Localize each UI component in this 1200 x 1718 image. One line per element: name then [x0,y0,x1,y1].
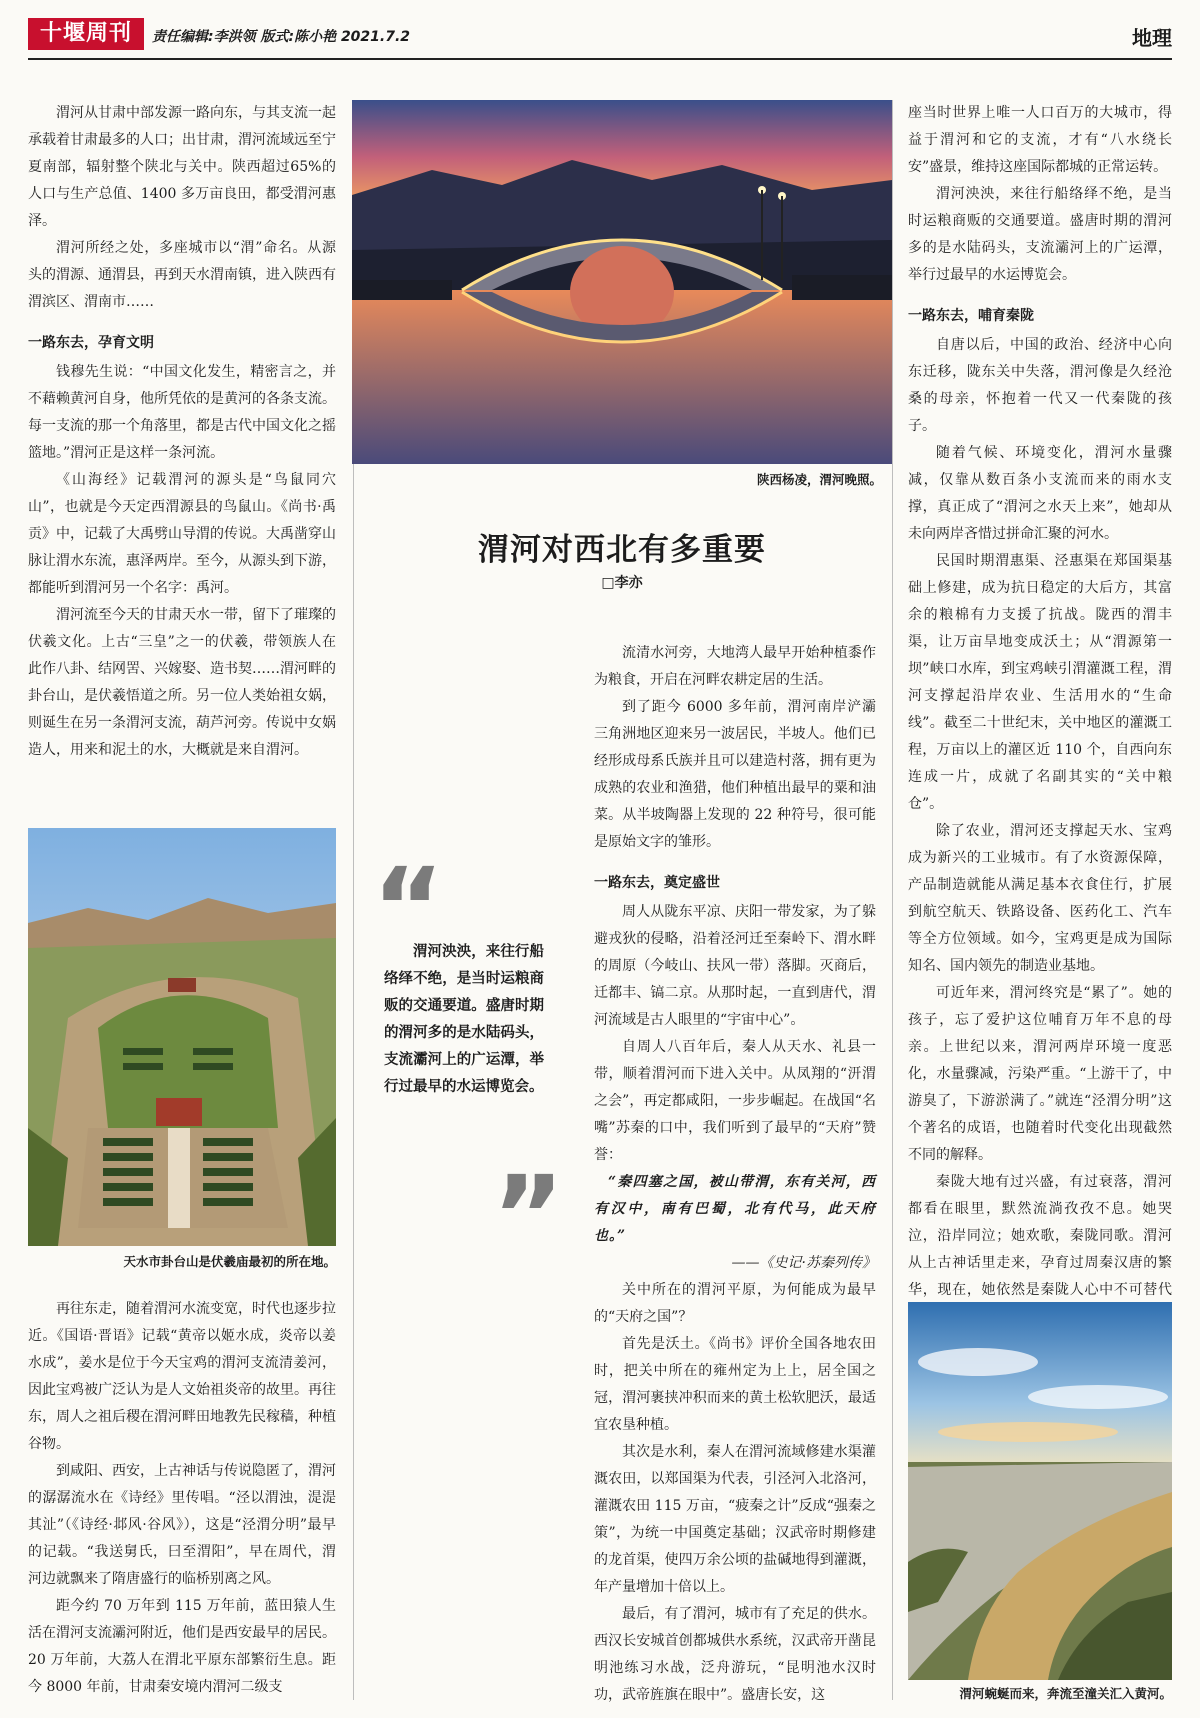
classical-quote: “秦四塞之国，被山带渭，东有关河，西有汉中，南有巴蜀，北有代马，此天府也。” [594,1174,876,1244]
paragraph: 首先是沃土。《尚书》评价全国各地农田时，把关中所在的雍州定为上上，居全国之冠，渭河裹挟冲积而来的黄土松软肥沃，最适宜农垦种植。 [594,1336,876,1433]
subheading: 一路东去，奠定盛世 [594,875,720,891]
paragraph: 再往东走，随着渭河水流变宽，时代也逐步拉近。《国语·晋语》记载“黄帝以姬水成，炎帝以姜水成”，姜水是位于今天宝鸡的渭河支流清姜河，因此宝鸡被广泛认为是人文始祖炎帝的故里。再往东，周人之祖后稷在渭河畔田地教先民稼穑，种植谷物。 [28,1301,336,1452]
photo-weihe-bridge-sunset [352,100,892,464]
paragraph: 自唐以后，中国的政治、经济中心向东迁移，陇东关中失落，渭河像是久经沧桑的母亲，怀抱着一代又一代秦陇的孩子。 [908,337,1172,434]
masthead-logo: 十堰周刊 [28,18,144,50]
header-rule [28,58,1172,60]
column-2 [594,640,876,1709]
quote-source: ——《史记·苏秦列传》 [731,1255,876,1271]
section-label: 地理 [1132,26,1172,50]
paragraph: 最后，有了渭河，城市有了充足的供水。西汉长安城首创都城供水系统，汉武帝开凿昆明池练习水战，泛舟游玩，“昆明池水汉时功，武帝旌旗在眼中”。盛唐长安，这 [594,1606,876,1703]
subheading: 一路东去，孕育文明 [28,335,154,351]
close-quote-mark: ” [492,1152,565,1280]
paragraph: 到咸阳、西安，上古神话与传说隐匿了，渭河的潺潺流水在《诗经》里传唱。“泾以渭浊，湜湜其沚”（《诗经·邶风·谷风》），这是“泾渭分明”最早的记载。“我送舅氏，曰至渭阳”，早在周代，渭河边就飘来了隋唐盛行的临桥别离之风。 [28,1463,336,1587]
paragraph: 民国时期渭惠渠、泾惠渠在郑国渠基础上修建，成为抗日稳定的大后方，其富余的粮棉有力支援了抗战。陇西的渭丰渠，让万亩旱地变成沃土；从“渭源第一坝”峡口水库，到宝鸡峡引渭灌溉工程，渭河支撑起沿岸农业、生活用水的“生命线”。截至二十世纪末，关中地区的灌溉工程，万亩以上的灌区近 110 个，自西向东连成一片，成就了名副其实的“关中粮仓”。 [908,553,1172,812]
paragraph: 座当时世界上唯一人口百万的大城市，得益于渭河和它的支流，才有“八水绕长安”盛景，维持这座国际都城的正常运转。 [908,105,1172,175]
paragraph: 可近年来，渭河终究是“累了”。她的孩子，忘了爱护这位哺育万年不息的母亲。上世纪以来，渭河两岸环境一度恶化，水量骤减，污染严重。“上游干了，中游臭了，下游淤满了。”就连“泾渭分明”这个著名的成语，也随着时代变化出现截然不同的解释。 [908,985,1172,1163]
paragraph: 关中所在的渭河平原，为何能成为最早的“天府之国”？ [594,1282,876,1325]
subheading: 一路东去，哺育秦陇 [908,308,1034,324]
paragraph: 其次是水利，秦人在渭河流域修建水渠灌溉农田，以郑国渠为代表，引泾河入北洛河，灌溉农田 115 万亩，“疲秦之计”反成“强秦之策”，为统一中国奠定基础；汉武帝时期修建的龙首渠，使四万余公顷的盐碱地得到灌溉，年产量增加十倍以上。 [594,1444,876,1595]
paragraph: 自周人八百年后，秦人从天水、礼县一带，顺着渭河而下进入关中。从凤翔的“汧渭之会”，再定都咸阳，一步步崛起。在战国“名嘴”苏秦的口中，我们听到了最早的“天府”赞誉： [594,1039,876,1163]
photo-river-to-tongguan [908,1302,1172,1680]
paragraph: 《山海经》记载渭河的源头是“鸟鼠同穴山”，也就是今天定西渭源县的鸟鼠山。《尚书·禹贡》中，记载了大禹劈山导渭的传说。大禹凿穿山脉让渭水东流，惠泽两岸。至今，从源头到下游，都能听到渭河另一个名字：禹河。 [28,472,336,596]
photo-caption: 陕西杨凌，渭河晚照。 [756,472,882,487]
paragraph: 流清水河旁，大地湾人最早开始种植黍作为粮食，开启在河畔农耕定居的生活。 [594,645,876,688]
column-1-bottom [28,1296,336,1701]
photo-caption: 渭河蜿蜒而来，奔流至潼关汇入黄河。 [959,1686,1172,1701]
paragraph: 周人从陇东平凉、庆阳一带发家，为了躲避戎狄的侵略，沿着泾河迁至秦岭下、渭水畔的周原（今岐山、扶风一带）落脚。灭商后，迁都丰、镐二京。从那时起，一直到唐代，渭河流域是古人眼里的“宇宙中心”。 [594,904,876,1028]
photo-caption: 天水市卦台山是伏羲庙最初的所在地。 [123,1254,336,1269]
paragraph: 渭河从甘肃中部发源一路向东，与其支流一起承载着甘肃最多的人口；出甘肃，渭河流域远至宁夏南部，辐射整个陕北与关中。陕西超过65%的人口与生产总值、1400 多万亩良田，都受渭河惠泽。 [28,105,336,229]
column-3 [908,100,1172,1331]
paragraph: 随着气候、环境变化，渭河水量骤减，仅靠从数百条小支流而来的雨水支撑，真正成了“渭河之水天上来”，她却从未向两岸吝惜过拼命汇聚的河水。 [908,445,1172,542]
paragraph: 除了农业，渭河还支撑起天水、宝鸡成为新兴的工业城市。有了水资源保障，产品制造就能从满足基本衣食住行，扩展到航空航天、铁路设备、医药化工、汽车等全方位领域。如今，宝鸡更是成为国际知名、国内领先的制造业基地。 [908,823,1172,974]
article-author: □李亦 [601,575,643,591]
paragraph: 渭河所经之处，多座城市以“渭”命名。从源头的渭源、通渭县，再到天水渭南镇，进入陕西有渭滨区、渭南市…… [28,240,336,310]
paragraph: 到了距今 6000 多年前，渭河南岸浐灞三角洲地区迎来另一波居民，半坡人。他们已经形成母系氏族并且可以建造村落，拥有更为成熟的农业和渔猎，他们种植出最早的粟和油菜。从半坡陶器上发现的 22 种符号，很可能是原始文字的雏形。 [594,699,876,850]
paragraph: 秦陇大地有过兴盛，有过衰落，渭河都看在眼里，默然流淌孜孜不息。她哭泣，沿岸同泣；她欢歌，秦陇同歌。渭河从上古神话里走来，孕育过周秦汉唐的繁华，现在，她依然是秦陇人心中不可替代 [908,1174,1172,1298]
paragraph: 渭河流至今天的甘肃天水一带，留下了璀璨的伏羲文化。上古“三皇”之一的伏羲，带领族人在此作八卦、结网罟、兴嫁娶、造书契……渭河畔的卦台山，是伏羲悟道之所。另一位人类始祖女娲，则诞生在另一条渭河支流，葫芦河旁。传说中女娲造人，用来和泥土的水，大概就是来自渭河。 [28,607,336,758]
paragraph: 距今约 70 万年到 115 万年前，蓝田猿人生活在渭河支流灞河附近，他们是西安最早的居民。20 万年前，大荔人在渭北平原东部繁衍生息。距今 8000 年前，甘肃秦安境内渭河二级支 [28,1598,336,1695]
page-header [28,14,1172,54]
paragraph: 渭河泱泱，来往行船络绎不绝，是当时运粮商贩的交通要道。盛唐时期的渭河多的是水陆码头，支流灞河上的广运潭，举行过最早的水运博览会。 [908,186,1172,283]
pull-quote: 渭河泱泱，来往行船络绎不绝，是当时运粮商贩的交通要道。盛唐时期的渭河多的是水陆码头，支流灞河上的广运潭，举行过最早的水运博览会。 [384,943,544,1095]
column-1-top [28,100,336,764]
column-divider [892,100,893,1700]
photo-guatai-mountain [28,828,336,1246]
article-title: 渭河对西北有多重要 [478,532,766,568]
paragraph: 钱穆先生说：“中国文化发生，精密言之，并不藉赖黄河自身，他所凭依的是黄河的各条支流。每一支流的那一个角落里，都是古代中国文化之摇篮地。”渭河正是这样一条河流。 [28,364,336,461]
open-quote-mark: “ [372,844,445,972]
editor-credits: 责任编辑:李洪领 版式:陈小艳 2021.7.2 [152,29,411,45]
